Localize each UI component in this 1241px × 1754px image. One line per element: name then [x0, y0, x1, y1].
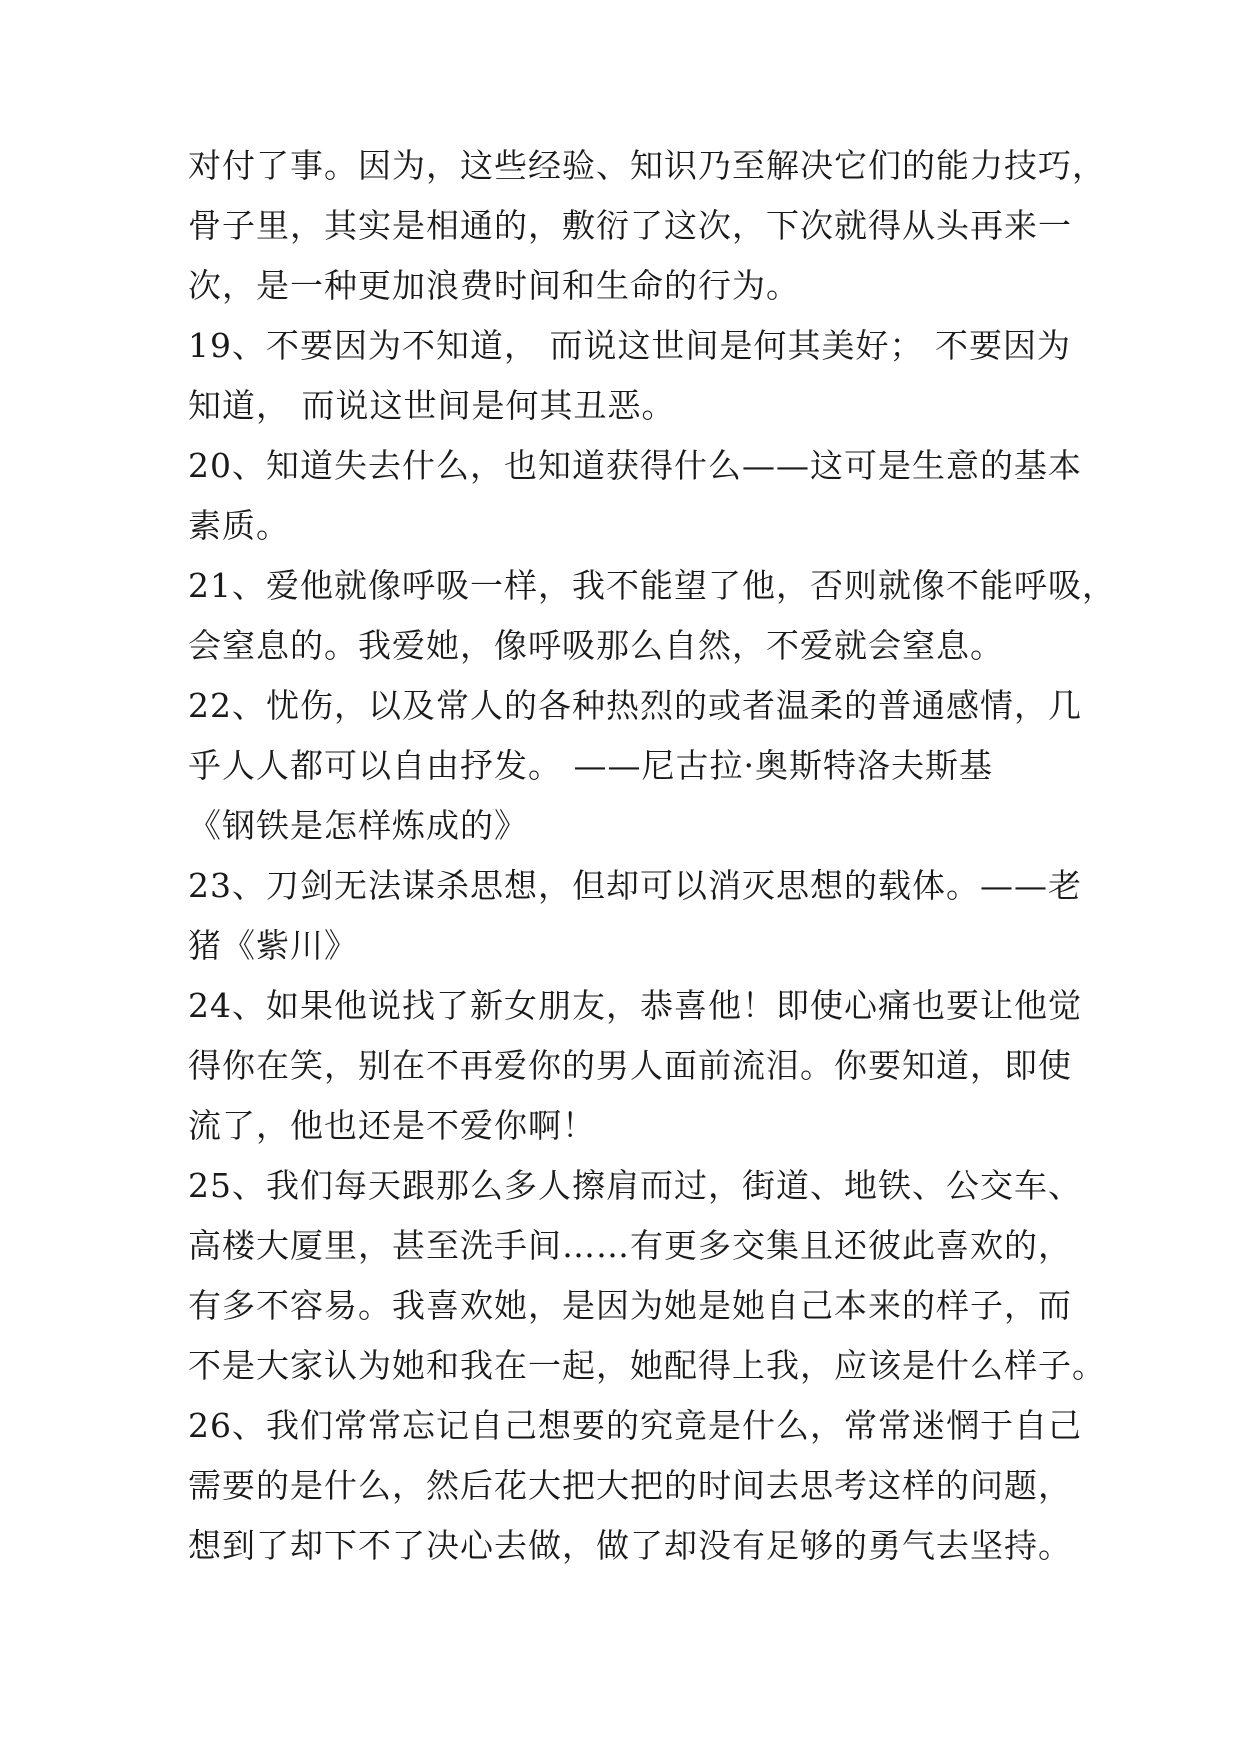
text-line: 22、忧伤，以及常人的各种热烈的或者温柔的普通感情，几: [188, 686, 1082, 725]
text-line: 高楼大厦里，甚至洗手间……有更多交集且还彼此喜欢的，: [188, 1226, 1072, 1265]
text-line: 骨子里，其实是相通的，敷衍了这次，下次就得从头再来一: [188, 206, 1072, 245]
text-line: 猪《紫川》: [188, 926, 358, 965]
document-body: [188, 136, 1116, 1576]
text-line: 需要的是什么，然后花大把大把的时间去思考这样的问题，: [188, 1466, 1072, 1505]
text-line: 21、爱他就像呼吸一样，我不能望了他，否则就像不能呼吸，: [188, 566, 1116, 605]
text-line: 乎人人都可以自由抒发。 ——尼古拉·奥斯特洛夫斯基: [188, 746, 993, 785]
text-line: 《钢铁是怎样炼成的》: [188, 806, 528, 845]
text-line: 23、刀剑无法谋杀思想，但却可以消灭思想的载体。——老: [188, 866, 1082, 905]
text-line: 对付了事。因为，这些经验、知识乃至解决它们的能力技巧，: [188, 146, 1106, 185]
text-line: 想到了却下不了决心去做，做了却没有足够的勇气去坚持。: [188, 1526, 1072, 1565]
text-line: 得你在笑，别在不再爱你的男人面前流泪。你要知道，即使: [188, 1046, 1072, 1085]
text-line: 25、我们每天跟那么多人擦肩而过，街道、地铁、公交车、: [188, 1166, 1082, 1205]
text-line: 会窒息的。我爱她，像呼吸那么自然，不爱就会窒息。: [188, 626, 1004, 665]
text-line: 20、知道失去什么，也知道获得什么——这可是生意的基本: [188, 446, 1082, 485]
text-line: 素质。: [188, 506, 290, 545]
text-line: 流了，他也还是不爱你啊！: [188, 1106, 596, 1145]
text-line: 不是大家认为她和我在一起，她配得上我，应该是什么样子。: [188, 1346, 1106, 1385]
text-line: 有多不容易。我喜欢她，是因为她是她自己本来的样子，而: [188, 1286, 1072, 1325]
text-line: 26、我们常常忘记自己想要的究竟是什么，常常迷惘于自己: [188, 1406, 1082, 1445]
text-line: 知道， 而说这世间是何其丑恶。: [188, 386, 676, 425]
text-line: 24、如果他说找了新女朋友，恭喜他！即使心痛也要让他觉: [188, 986, 1082, 1025]
text-line: 次，是一种更加浪费时间和生命的行为。: [188, 266, 800, 305]
text-line: 19、不要因为不知道， 而说这世间是何其美好； 不要因为: [188, 326, 1071, 365]
